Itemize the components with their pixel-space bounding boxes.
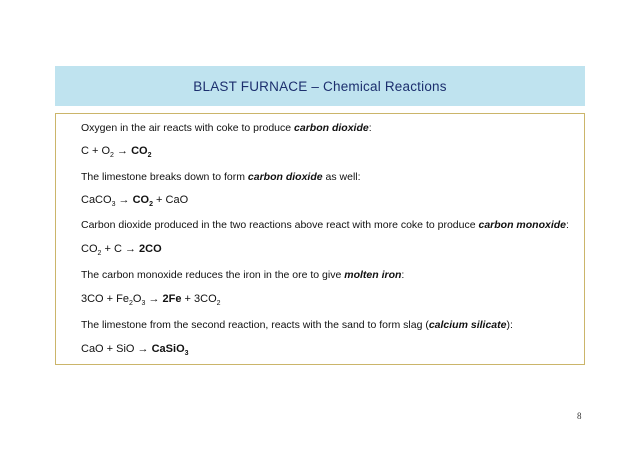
eq1-product: CO — [131, 145, 148, 157]
step-2-suffix: as well: — [322, 171, 361, 183]
reaction-arrow-icon: → — [148, 293, 160, 305]
step-5-suffix: ): — [506, 319, 513, 331]
equation-2 — [81, 193, 188, 212]
step-4-suffix: : — [401, 269, 405, 281]
eq3-reactant-subscript: 2 — [97, 250, 102, 257]
step-2-emphasis: carbon dioxide — [247, 171, 323, 183]
step-5-emphasis: calcium silicate — [428, 319, 507, 331]
eq5-product: CaSiO — [151, 343, 185, 355]
step-5-intro: The limestone from the second reaction, reacts with the sand to form slag ( — [81, 319, 429, 331]
reaction-arrow-icon: → — [137, 343, 149, 355]
step-4-text — [81, 268, 404, 282]
step-3-suffix: : — [566, 219, 569, 231]
eq4-reactant: 3CO + Fe — [81, 293, 129, 305]
eq5-reactant: CaO + SiO — [81, 343, 138, 355]
eq3-reactant: CO — [81, 243, 98, 255]
title-banner — [55, 66, 585, 106]
eq3-product: 2CO — [139, 243, 162, 255]
eq2-product-subscript: 2 — [149, 201, 153, 208]
step-1-emphasis: carbon dioxide — [294, 122, 369, 134]
eq4-product-2: + 3CO — [181, 293, 217, 305]
eq1-reactant-subscript: 2 — [110, 152, 114, 159]
eq2-reactant: CaCO — [81, 194, 112, 206]
eq1-product-subscript: 2 — [147, 152, 152, 159]
step-3-intro: Carbon dioxide produced in the two reactions above react with more coke to produce — [81, 219, 479, 231]
eq4-product-2-subscript: 2 — [216, 300, 221, 307]
eq4-product: 2Fe — [162, 293, 182, 305]
step-4-intro: The carbon monoxide reduces the iron in the ore to give — [81, 269, 345, 281]
step-2-text — [81, 170, 361, 184]
eq5-product-subscript: 3 — [184, 350, 189, 357]
page-title: BLAST FURNACE – Chemical Reactions — [193, 78, 447, 94]
reaction-arrow-icon: → — [118, 194, 130, 206]
eq2-product: CO — [132, 194, 150, 206]
step-1-text — [81, 121, 372, 135]
eq4-reactant-b: O — [132, 293, 142, 305]
eq4-reactant-b-subscript: 3 — [141, 300, 146, 307]
eq1-reactant: C + O — [81, 145, 111, 157]
step-1-suffix: : — [368, 122, 372, 134]
equation-1 — [81, 144, 151, 163]
eq3-reactant-2: + C — [101, 243, 125, 255]
reaction-arrow-icon: → — [117, 145, 129, 157]
equation-3 — [81, 242, 162, 261]
eq4-reactant-subscript: 2 — [129, 300, 133, 307]
page-number: 8 — [577, 411, 582, 421]
step-4-emphasis: molten iron — [344, 269, 402, 281]
reaction-arrow-icon: → — [124, 243, 136, 255]
step-1-intro: Oxygen in the air reacts with coke to produce — [81, 122, 295, 134]
eq2-reactant-subscript: 3 — [111, 201, 116, 208]
equation-5 — [81, 342, 189, 361]
eq2-product-2: + CaO — [153, 194, 189, 206]
step-5-text — [81, 318, 513, 332]
step-3-text — [81, 218, 569, 232]
equation-4 — [81, 292, 221, 311]
step-2-intro: The limestone breaks down to form — [81, 171, 248, 183]
reactions-box — [55, 113, 585, 365]
step-3-emphasis: carbon monoxide — [478, 219, 566, 231]
